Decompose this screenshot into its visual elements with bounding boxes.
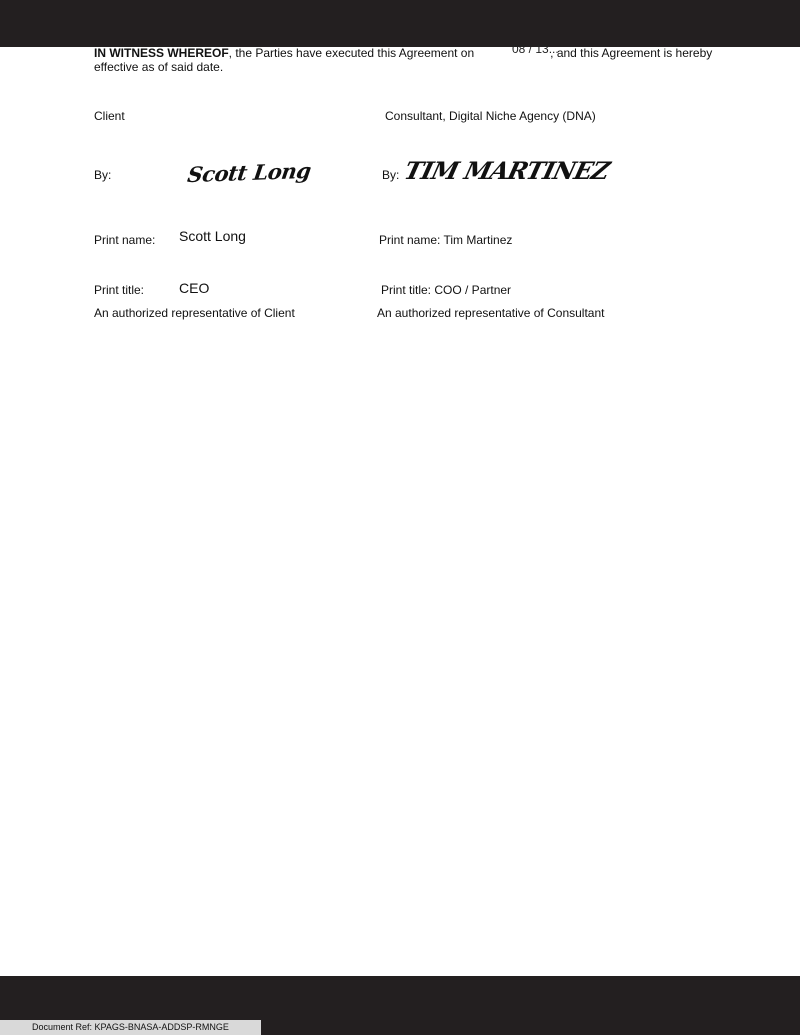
witness-paragraph xyxy=(94,46,754,74)
client-print-name-value[interactable]: Scott Long xyxy=(179,228,246,244)
client-by-label: By: xyxy=(94,168,112,182)
top-bar xyxy=(0,0,800,47)
consultant-print-name: Print name: Tim Martinez xyxy=(379,233,513,247)
witness-text-before-date: , the Parties have executed this Agreement on xyxy=(228,46,475,60)
consultant-by-label: By: xyxy=(382,168,400,182)
client-print-title-label: Print title: xyxy=(94,283,145,297)
date-field[interactable]: 08 / 13... xyxy=(512,44,559,53)
witness-lead: IN WITNESS WHEREOF xyxy=(94,46,229,60)
document-reference: Document Ref: KPAGS-BNASA-ADDSP-RMNGE xyxy=(0,1020,261,1035)
consultant-print-title: Print title: COO / Partner xyxy=(381,283,512,297)
client-print-title-value[interactable]: CEO xyxy=(179,280,210,296)
consultant-signature: TIM MARTINEZ xyxy=(401,156,613,185)
client-heading: Client xyxy=(94,109,125,123)
client-print-name-label: Print name: xyxy=(94,233,156,247)
client-signature: Scott Long xyxy=(185,157,313,188)
consultant-heading: Consultant, Digital Niche Agency (DNA) xyxy=(385,109,596,123)
client-authorized-note: An authorized representative of Client xyxy=(94,306,295,320)
witness-text-after-date: , and this Agreement is hereby effective as of said date. xyxy=(94,46,713,74)
consultant-authorized-note: An authorized representative of Consultant xyxy=(377,306,605,320)
